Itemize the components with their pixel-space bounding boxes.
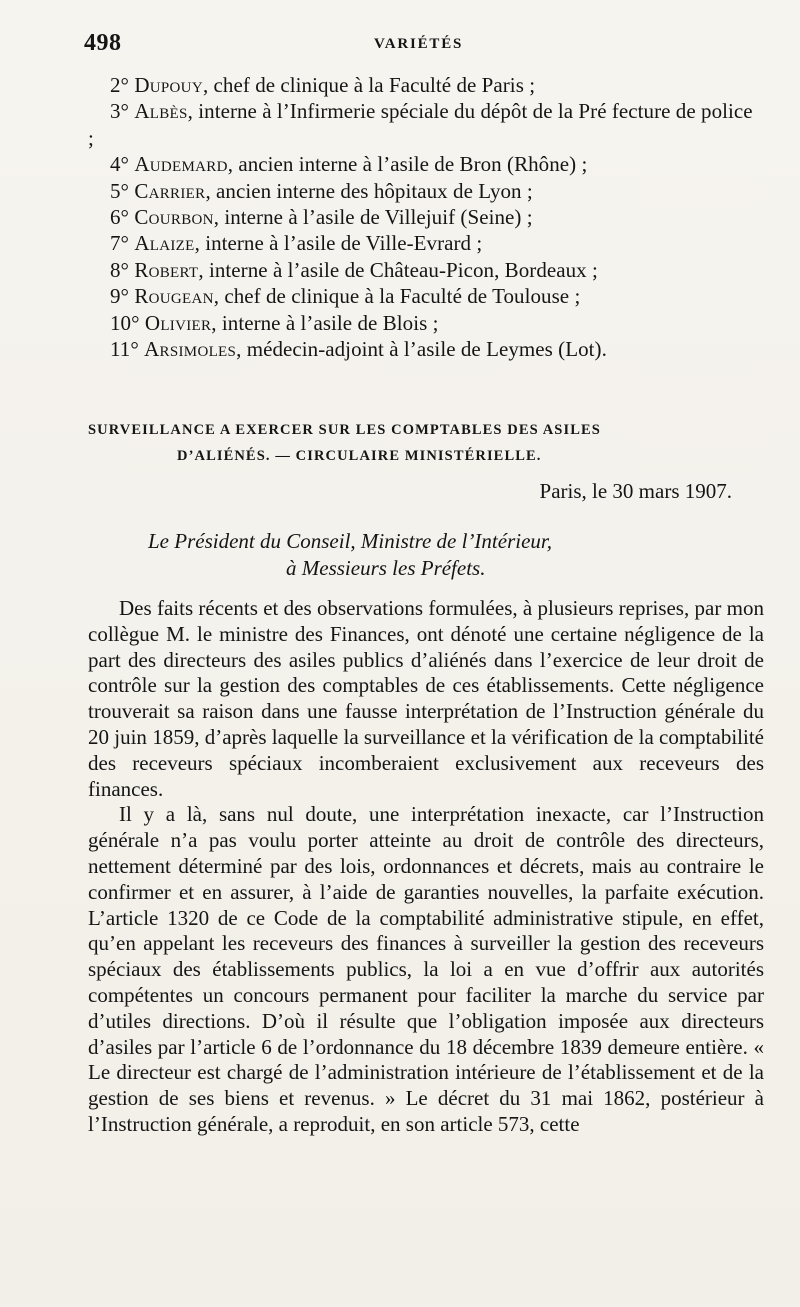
item-text: , médecin-adjoint à l’asile de Leymes (Lot).: [236, 337, 607, 362]
item-text: , interne à l’asile de Blois ;: [211, 310, 439, 335]
list-item: [88, 204, 762, 230]
heading-line-2: D’ALIÉNÉS. — CIRCULAIRE MINISTÉRIELLE.: [177, 448, 542, 465]
item-number: 11°: [110, 337, 139, 362]
person-name: Arsimoles: [144, 337, 237, 362]
item-number: 8°: [110, 257, 129, 282]
item-number: 3°: [110, 99, 129, 124]
body-paragraph-2: Il y a là, sans nul doute, une interprétation inexacte, car l’Instruction générale n’a pas voulu porter atteinte au droit de contrôle des directeurs, nettement déterminé par des lois, ordonnances et décrets, mais au contraire le confirmer et en assurer, à l’aide de garanties nouvelles, la parfaite exécution. L’article 1320 de ce Code de la comptabilité administrative stipule, en effet, qu’en appelant les receveurs des finances à surveiller la gestion des receveurs spéciaux des établissements publics, la loi a en vue d’offrir aux autorités compétentes un concours permanent pour faciliter la marche du service par d’utiles directions. D’où il résulte que l’obligation imposée aux directeurs d’asiles par l’article 6 de l’ordonnance du 18 décembre 1839 demeure entière. « Le directeur est chargé de l’administration intérieure de l’établissement et de la gestion de ses biens et revenus. » Le décret du 31 mai 1862, postérieur à l’Instruction générale, a reproduit, en son article 573, cette: [88, 802, 764, 1136]
item-number: 2°: [110, 73, 129, 97]
person-name: Robert: [134, 257, 199, 282]
person-name: Courbon: [134, 205, 214, 230]
person-name: Dupouy: [134, 73, 203, 97]
item-number: 9°: [110, 284, 129, 309]
list-item: [88, 257, 762, 283]
person-name: Audemard: [134, 152, 228, 177]
item-number: 6°: [110, 205, 129, 230]
body-paragraph-1: Des faits récents et des observations formulées, à plusieurs reprises, par mon collègue M. le ministre des Finances, ont dénoté une certaine négligence de la part des directeurs des asiles publics d’aliénés dans l’exercice de leur droit de contrôle sur la gestion des comptables de ces établissements. Cette négligence trouverait sa raison dans une fausse interprétation de l’Instruction générale du 20 juin 1859, d’après laquelle la surveillance et la vérification de la comptabilité des receveurs spéciaux incomberaient exclusivement aux receveurs des finances.: [88, 596, 764, 801]
running-title: VARIÉTÉS: [374, 36, 464, 52]
item-text: , chef de clinique à la Faculté de Toulouse ;: [213, 284, 581, 309]
item-text: , interne à l’asile de Villejuif (Seine) ;: [213, 205, 533, 230]
page-number: 498: [84, 30, 122, 56]
list-item: [88, 151, 762, 177]
address-block: [148, 528, 552, 582]
address-line-2: à Messieurs les Préfets.: [286, 556, 486, 580]
list-item: [88, 230, 762, 256]
person-name: Olivier: [144, 310, 212, 335]
list-item: [88, 98, 762, 151]
item-text: , interne à l’asile de Ville-Evrard ;: [194, 231, 483, 256]
running-header: [84, 30, 738, 62]
person-name: Alaize: [134, 231, 195, 256]
section-heading: [88, 417, 763, 469]
item-text: , chef de clinique à la Faculté de Paris ;: [202, 73, 536, 97]
list-item: [88, 72, 762, 98]
person-name: Carrier: [134, 178, 206, 203]
list-item: [88, 178, 762, 204]
item-text: , ancien interne des hôpitaux de Lyon ;: [205, 178, 533, 203]
heading-line-1: SURVEILLANCE A EXERCER SUR LES COMPTABLES DES ASILES: [88, 422, 601, 439]
item-number: 5°: [110, 178, 129, 203]
list-item: [88, 283, 762, 309]
item-text: , ancien interne à l’asile de Bron (Rhône) ;: [227, 152, 588, 177]
person-name: Albès: [134, 99, 188, 124]
list-item: [88, 336, 762, 362]
item-text: , interne à l’Infirmerie spéciale du dépôt de la Pré fecture de police ;: [88, 99, 753, 150]
item-number: 4°: [110, 152, 129, 177]
item-number: 7°: [110, 231, 129, 256]
address-line-1: Le Président du Conseil, Ministre de l’Intérieur,: [148, 529, 553, 553]
circular-body: [88, 596, 764, 1138]
person-name: Rougean: [134, 284, 214, 309]
appointment-list: [88, 72, 762, 362]
dateline: Paris, le 30 mars 1907.: [539, 479, 732, 503]
item-text: , interne à l’asile de Château-Picon, Bordeaux ;: [198, 257, 598, 282]
list-item: [88, 310, 762, 336]
item-number: 10°: [110, 310, 140, 335]
